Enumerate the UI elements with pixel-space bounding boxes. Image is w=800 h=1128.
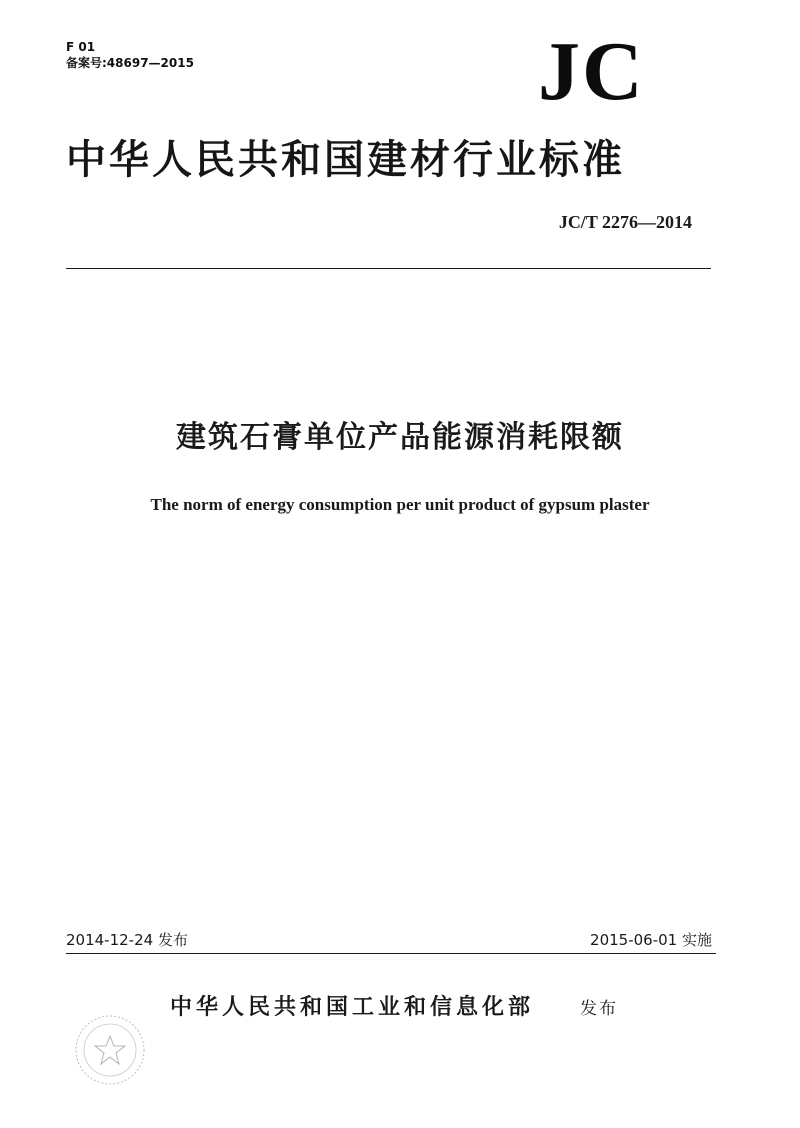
document-title-english: The norm of energy consumption per unit product of gypsum plaster [150,495,650,514]
publisher-name: 中华人民共和国工业和信息化部 [170,995,535,1020]
publish-label: 发布 [580,999,618,1019]
standard-category-title: 中华人民共和国建材行业标准 [66,137,625,183]
jc-logo: JC [538,25,645,118]
bottom-divider [66,953,716,954]
standard-number: JC/T 2276—2014 [558,212,692,232]
official-seal-icon [70,1010,150,1090]
implementation-date: 2015-06-01 实施 [590,931,712,949]
filing-number: 备案号:48697—2015 [66,56,194,70]
classification-code: F 01 [66,40,96,54]
document-title-chinese: 建筑石膏单位产品能源消耗限额 [176,420,624,455]
issue-date: 2014-12-24 发布 [66,931,188,949]
top-divider [66,268,711,269]
